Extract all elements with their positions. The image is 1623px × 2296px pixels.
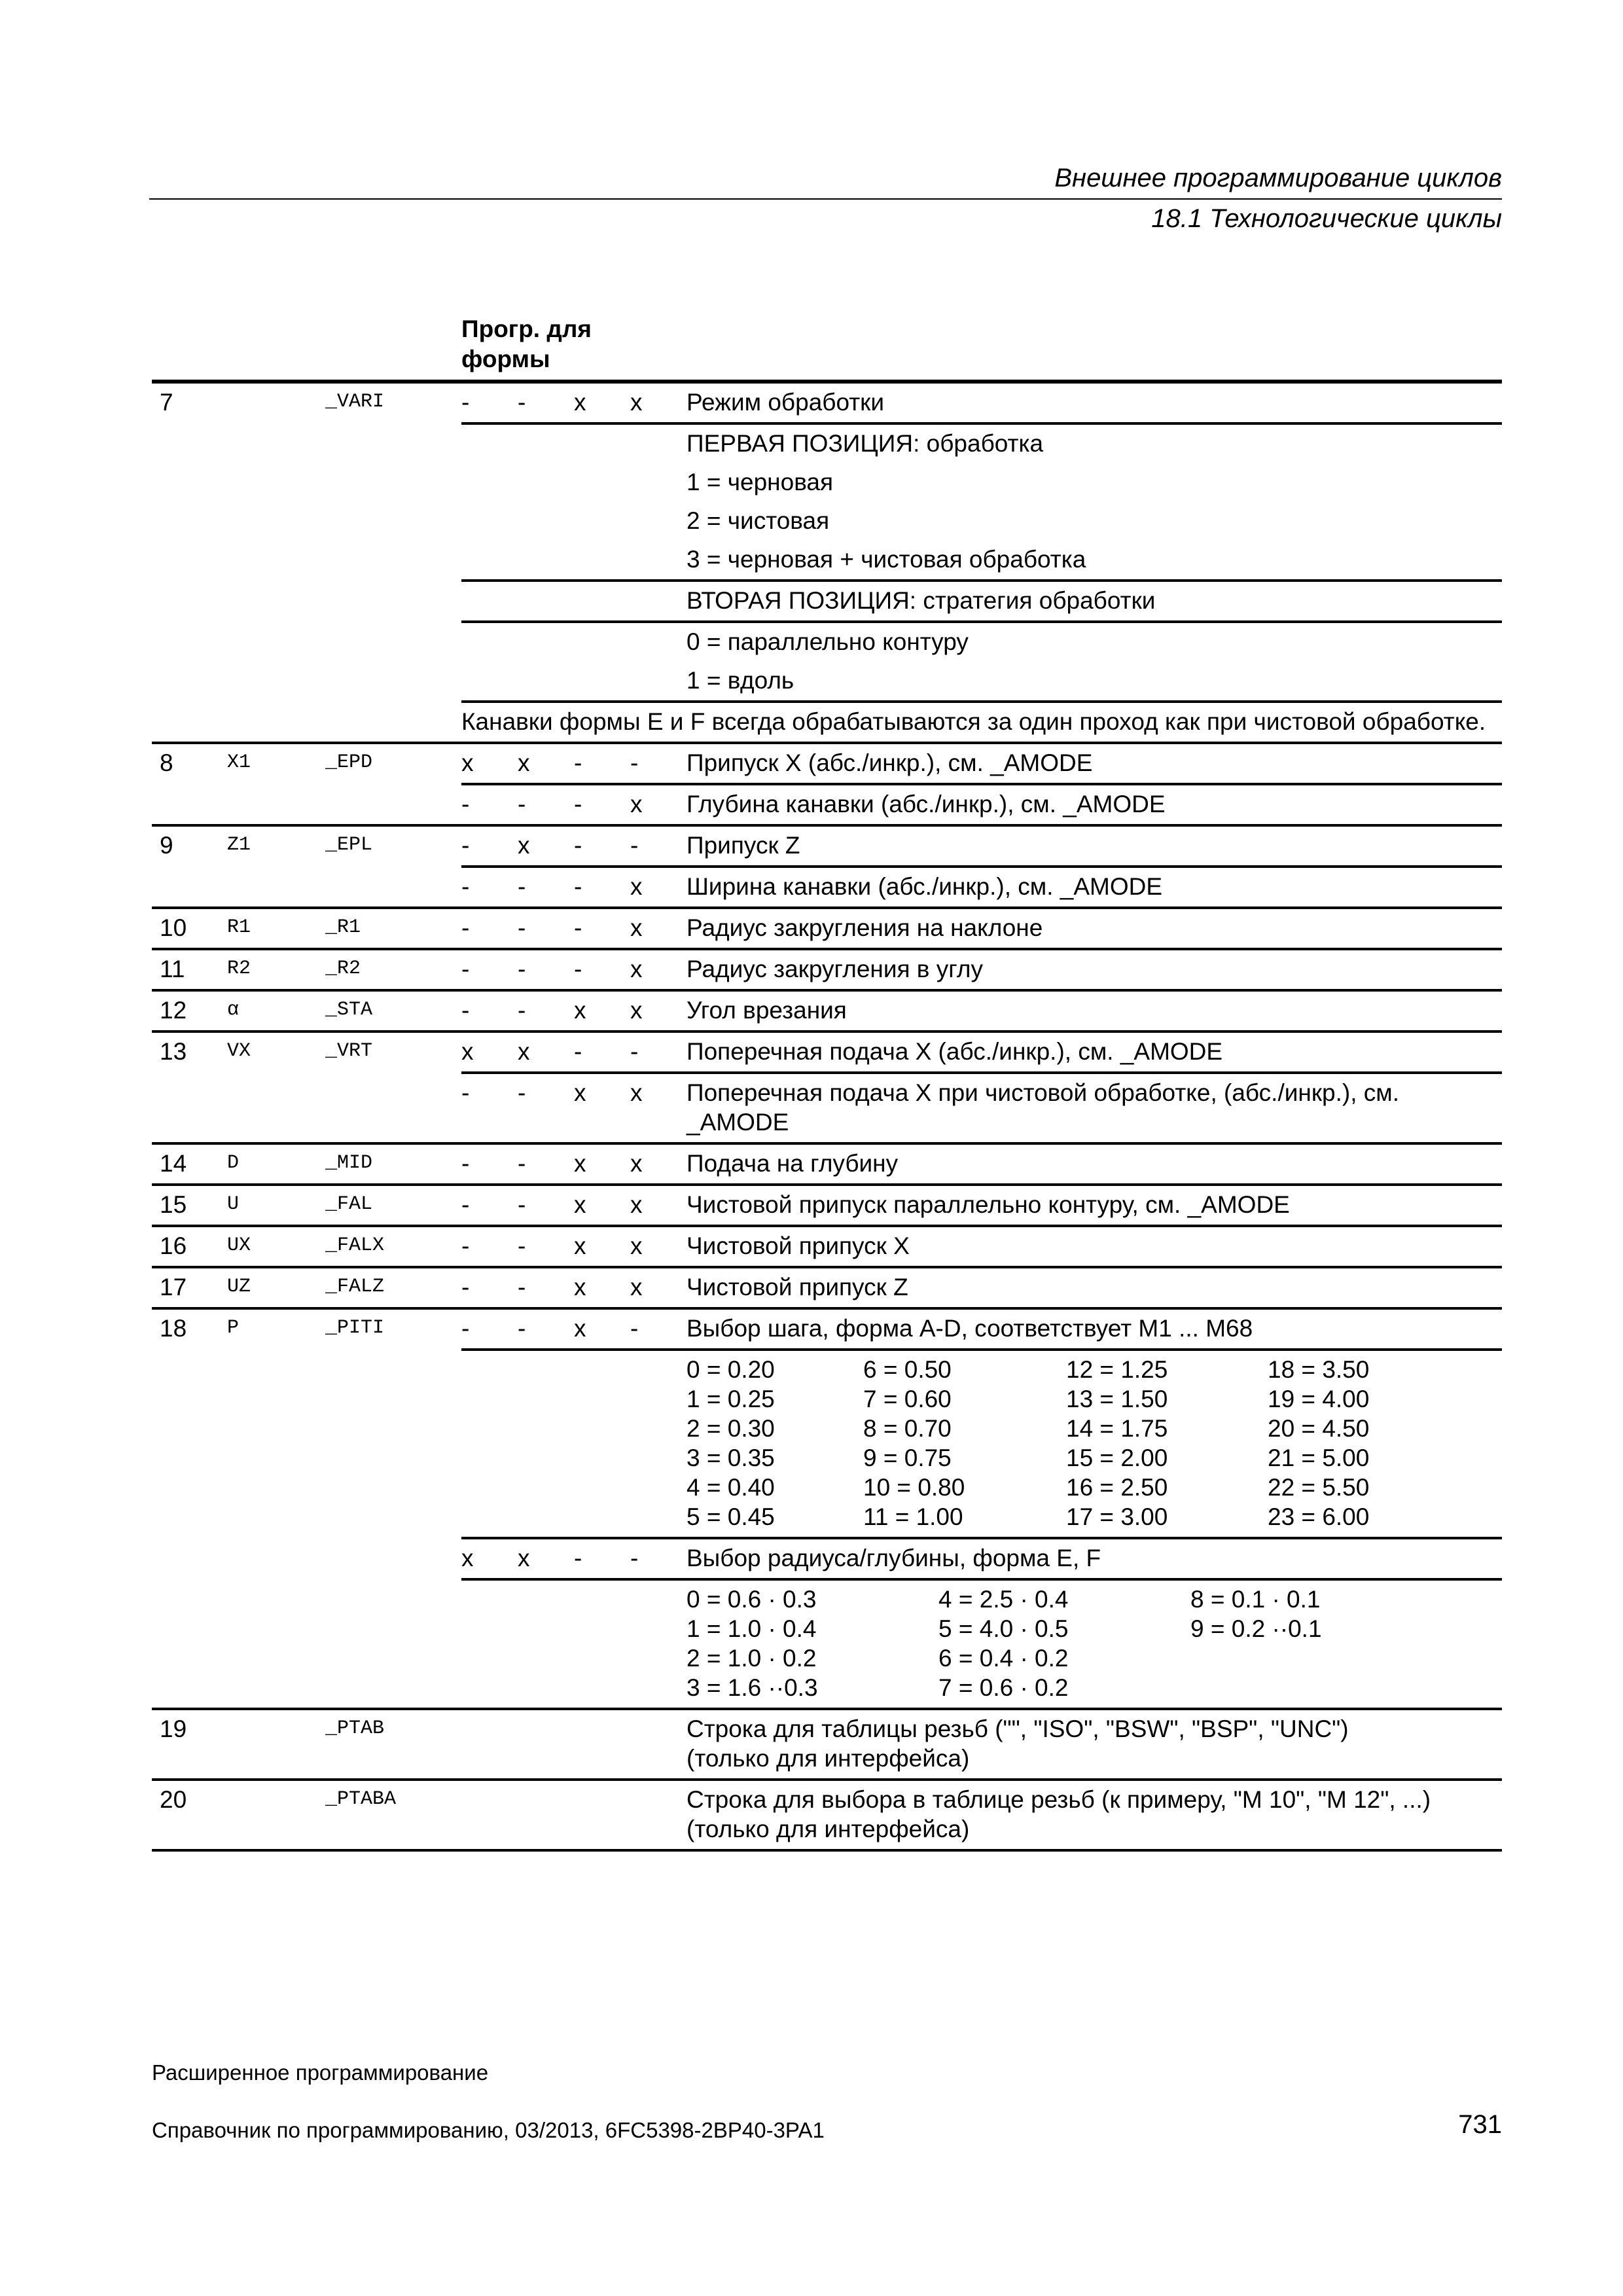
form-flag: x — [574, 1308, 630, 1350]
footer-title: Расширенное программирование — [152, 2060, 489, 2085]
form-flag: x — [461, 1538, 518, 1579]
param-symbol: VX — [227, 1031, 325, 1073]
description-line: Строка для таблицы резьб ("", "ISO", "BSW", "BSP", "UNC") — [687, 1715, 1349, 1742]
param-description: Припуск X (абс./инкр.), см. _AMODE — [687, 743, 1502, 784]
param-description: ВТОРАЯ ПОЗИЦИЯ: стратегия обработки — [687, 581, 1502, 622]
grid-row — [687, 1384, 1438, 1414]
form-flag: - — [574, 743, 630, 784]
param-description: Чистовой припуск параллельно контуру, см. _AMODE — [687, 1185, 1502, 1226]
param-description: 2 = чистовая — [687, 507, 830, 534]
form-flag — [574, 541, 630, 581]
grid-row — [687, 1473, 1438, 1502]
form-flag — [461, 463, 518, 502]
pitch-values-row — [152, 1350, 1502, 1538]
table-row — [152, 423, 1502, 463]
grid-value: 7 = 0.60 — [863, 1386, 952, 1412]
param-symbol — [227, 784, 325, 825]
table-row — [152, 662, 1502, 702]
table-row-19 — [152, 1709, 1502, 1780]
grid-value: 16 = 2.50 — [1066, 1474, 1168, 1501]
form-flag: x — [518, 825, 574, 867]
form-flag: - — [518, 867, 574, 908]
table-row-20 — [152, 1780, 1502, 1850]
table-row — [152, 581, 1502, 622]
param-description: Режим обработки — [687, 382, 1502, 423]
form-flag — [518, 502, 574, 541]
form-flag: x — [630, 990, 687, 1031]
form-flag: - — [461, 949, 518, 990]
form-flag — [574, 423, 630, 463]
form-flag: - — [574, 949, 630, 990]
form-flag: - — [518, 1308, 574, 1350]
table-row — [152, 1073, 1502, 1143]
grid-row — [687, 1643, 1387, 1673]
form-flag: - — [518, 784, 574, 825]
form-flag: - — [574, 784, 630, 825]
param-symbol — [227, 1073, 325, 1143]
param-name: _PITI — [325, 1308, 461, 1350]
table-row — [152, 541, 1502, 581]
param-description: 3 = черновая + чистовая обработка — [687, 546, 1086, 573]
form-flag: - — [518, 1073, 574, 1143]
grid-value: 8 = 0.1 · 0.1 — [1190, 1586, 1321, 1613]
table-header-row — [152, 302, 1502, 382]
grid-value: 8 = 0.70 — [863, 1415, 952, 1442]
param-name — [325, 622, 461, 662]
form-flag: - — [461, 1226, 518, 1267]
param-name: _VRT — [325, 1031, 461, 1073]
row-number: 7 — [152, 382, 227, 423]
param-name — [325, 867, 461, 908]
grid-value: 20 = 4.50 — [1268, 1415, 1370, 1442]
form-flag: x — [574, 1267, 630, 1308]
form-flag — [630, 502, 687, 541]
grid-value: 10 = 0.80 — [863, 1474, 965, 1501]
row-number — [152, 423, 227, 463]
table-row — [152, 1185, 1502, 1226]
form-flag: - — [518, 1185, 574, 1226]
form-flag: - — [461, 1143, 518, 1185]
form-flag: - — [630, 743, 687, 784]
param-description: ПЕРВАЯ ПОЗИЦИЯ: обработка — [687, 423, 1502, 463]
param-symbol: P — [227, 1308, 325, 1350]
grid-value: 3 = 0.35 — [687, 1444, 775, 1471]
form-flag: x — [630, 949, 687, 990]
form-flag — [630, 423, 687, 463]
radius-values-row-grid — [687, 1585, 1387, 1702]
form-flag: - — [518, 1143, 574, 1185]
row-number — [152, 622, 227, 662]
param-name — [325, 463, 461, 502]
param-description: Чистовой припуск Z — [687, 1267, 1502, 1308]
grid-value: 14 = 1.75 — [1066, 1415, 1168, 1442]
grid-value: 13 = 1.50 — [1066, 1386, 1168, 1412]
table-head-form: Прогр. для формы — [461, 302, 687, 382]
form-flag: - — [518, 908, 574, 949]
form-flag: x — [630, 1226, 687, 1267]
row-number: 20 — [152, 1780, 227, 1850]
form-flag — [518, 463, 574, 502]
grid-value: 4 = 0.40 — [687, 1474, 775, 1501]
form-flag: x — [574, 382, 630, 423]
form-flag: - — [518, 1267, 574, 1308]
form-flag: x — [518, 1538, 574, 1579]
row-number: 15 — [152, 1185, 227, 1226]
grid-value: 6 = 0.4 · 0.2 — [938, 1645, 1069, 1672]
param-symbol: UZ — [227, 1267, 325, 1308]
form-flag: x — [574, 1143, 630, 1185]
form-flag: - — [630, 1538, 687, 1579]
form-flag — [630, 622, 687, 662]
param-description: 0 = параллельно контуру — [687, 622, 1502, 662]
form-flag: x — [574, 1073, 630, 1143]
param-description: Угол врезания — [687, 990, 1502, 1031]
row-number: 10 — [152, 908, 227, 949]
description-note: (только для интерфейса) — [687, 1745, 970, 1772]
param-symbol — [227, 423, 325, 463]
form-flag: x — [518, 1031, 574, 1073]
form-flag: - — [574, 1538, 630, 1579]
form-flag — [574, 463, 630, 502]
form-flag: x — [574, 1185, 630, 1226]
form-flag: - — [461, 990, 518, 1031]
form-flag: x — [461, 743, 518, 784]
row-number — [152, 541, 227, 581]
table-row — [152, 908, 1502, 949]
grid-value: 19 = 4.00 — [1268, 1386, 1370, 1412]
grid-row — [687, 1414, 1438, 1443]
form-flag: - — [630, 1031, 687, 1073]
grid-value: 12 = 1.25 — [1066, 1356, 1168, 1383]
param-name: _FALX — [325, 1226, 461, 1267]
form-flag — [574, 581, 630, 622]
grid-value: 0 = 0.20 — [687, 1356, 775, 1383]
form-flag: - — [518, 990, 574, 1031]
param-description: Подача на глубину — [687, 1143, 1502, 1185]
form-flag: - — [518, 1226, 574, 1267]
param-symbol: UX — [227, 1226, 325, 1267]
row-number: 9 — [152, 825, 227, 867]
grid-value: 17 = 3.00 — [1066, 1503, 1168, 1530]
param-description: Радиус закругления в углу — [687, 949, 1502, 990]
page-number: 731 — [1458, 2110, 1502, 2139]
table-row — [152, 502, 1502, 541]
table-row — [152, 622, 1502, 662]
form-flag: x — [630, 867, 687, 908]
param-symbol: R1 — [227, 908, 325, 949]
param-name: _R2 — [325, 949, 461, 990]
description-line: Строка для выбора в таблице резьб (к примеру, "M 10", "M 12", ...) — [687, 1786, 1431, 1813]
row-number: 11 — [152, 949, 227, 990]
param-description: Ширина канавки (абс./инкр.), см. _AMODE — [687, 867, 1502, 908]
param-name: _STA — [325, 990, 461, 1031]
grid-value: 6 = 0.50 — [863, 1356, 952, 1383]
row7-note: Канавки формы E и F всегда обрабатываются за один проход как при чистовой обработке. — [461, 702, 1502, 743]
form-flag: x — [630, 1185, 687, 1226]
grid-value: 2 = 0.30 — [687, 1415, 775, 1442]
row-number — [152, 662, 227, 702]
form-flag — [630, 662, 687, 702]
grid-value: 5 = 0.45 — [687, 1503, 775, 1530]
row-number: 16 — [152, 1226, 227, 1267]
param-symbol: U — [227, 1185, 325, 1226]
grid-value: 21 = 5.00 — [1268, 1444, 1370, 1471]
param-name: _PTABA — [325, 1780, 461, 1850]
grid-value: 3 = 1.6 ··0.3 — [687, 1674, 818, 1701]
form-flag: - — [461, 867, 518, 908]
row-number: 17 — [152, 1267, 227, 1308]
parameter-table — [152, 302, 1502, 1852]
param-description: Радиус закругления на наклоне — [687, 908, 1502, 949]
footer-reference: Справочник по программированию, 03/2013, 6FC5398-2BP40-3PA1 — [152, 2118, 825, 2142]
description-note: (только для интерфейса) — [687, 1816, 970, 1842]
param-name — [325, 784, 461, 825]
pitch-values-row-grid — [687, 1355, 1438, 1532]
form-flag: - — [461, 1308, 518, 1350]
table-row — [152, 867, 1502, 908]
param-description: Припуск Z — [687, 825, 1502, 867]
form-flag — [574, 502, 630, 541]
param-name: _VARI — [325, 382, 461, 423]
param-description: 1 = вдоль — [687, 667, 794, 694]
form-flag: - — [518, 949, 574, 990]
grid-row — [687, 1614, 1387, 1643]
form-flag — [461, 581, 518, 622]
param-symbol — [227, 463, 325, 502]
form-flag — [630, 581, 687, 622]
grid-row — [687, 1443, 1438, 1473]
form-flag — [574, 662, 630, 702]
param-name — [325, 541, 461, 581]
param-description: Глубина канавки (абс./инкр.), см. _AMODE — [687, 784, 1502, 825]
table-row — [152, 743, 1502, 784]
grid-value: 9 = 0.75 — [863, 1444, 952, 1471]
param-symbol — [227, 662, 325, 702]
table-row — [152, 990, 1502, 1031]
grid-row — [687, 1585, 1387, 1614]
param-symbol: D — [227, 1143, 325, 1185]
form-flag: - — [461, 825, 518, 867]
grid-row — [687, 1502, 1438, 1532]
param-name — [325, 1073, 461, 1143]
param-symbol — [227, 867, 325, 908]
header-chapter: Внешнее программирование циклов — [1054, 164, 1502, 192]
row-number — [152, 1073, 227, 1143]
grid-value: 5 = 4.0 · 0.5 — [938, 1615, 1069, 1642]
param-description — [687, 1709, 1502, 1780]
param-name: _R1 — [325, 908, 461, 949]
form-flag: x — [518, 743, 574, 784]
param-name — [325, 423, 461, 463]
form-flag — [518, 423, 574, 463]
grid-value: 9 = 0.2 ··0.1 — [1190, 1615, 1322, 1642]
form-flag — [518, 622, 574, 662]
param-name: _PTAB — [325, 1709, 461, 1780]
row-number: 18 — [152, 1308, 227, 1350]
form-flag: x — [630, 382, 687, 423]
table-row — [152, 1031, 1502, 1073]
row-number: 8 — [152, 743, 227, 784]
form-flag — [461, 502, 518, 541]
form-flag: - — [461, 1185, 518, 1226]
form-flag: - — [630, 1308, 687, 1350]
form-flag — [461, 662, 518, 702]
grid-value: 7 = 0.6 · 0.2 — [938, 1674, 1069, 1701]
param-name: _FAL — [325, 1185, 461, 1226]
table-row — [152, 825, 1502, 867]
row-number: 19 — [152, 1709, 227, 1780]
grid-value: 18 = 3.50 — [1268, 1356, 1370, 1383]
form-flag: - — [574, 825, 630, 867]
form-flag: - — [574, 1031, 630, 1073]
header-rule — [149, 198, 1502, 200]
table-row — [152, 1267, 1502, 1308]
form-flag: x — [630, 908, 687, 949]
form-flag: - — [574, 867, 630, 908]
table-row — [152, 1143, 1502, 1185]
radius-values-row — [152, 1579, 1502, 1709]
row-number — [152, 581, 227, 622]
row-number: 14 — [152, 1143, 227, 1185]
form-flag: - — [518, 382, 574, 423]
form-flag — [518, 581, 574, 622]
param-symbol — [227, 382, 325, 423]
row-number — [152, 463, 227, 502]
form-flag — [461, 423, 518, 463]
grid-value — [1190, 1673, 1387, 1702]
grid-value — [1190, 1643, 1387, 1673]
form-flag — [518, 541, 574, 581]
form-flag: - — [461, 908, 518, 949]
param-symbol — [227, 581, 325, 622]
param-description: Выбор радиуса/глубины, форма E, F — [687, 1538, 1502, 1579]
grid-value: 23 = 6.00 — [1268, 1503, 1370, 1530]
form-flag — [518, 662, 574, 702]
grid-row — [687, 1673, 1387, 1702]
grid-value: 1 = 1.0 · 0.4 — [687, 1615, 817, 1642]
param-symbol: Z1 — [227, 825, 325, 867]
form-flag — [461, 541, 518, 581]
param-description: Выбор шага, форма A-D, соответствует M1 ... M68 — [687, 1308, 1502, 1350]
param-name: _EPD — [325, 743, 461, 784]
form-flag — [574, 622, 630, 662]
form-flag: x — [630, 1143, 687, 1185]
param-description: Поперечная подача X (абс./инкр.), см. _AMODE — [687, 1031, 1502, 1073]
form-flag: - — [461, 784, 518, 825]
form-flag — [630, 463, 687, 502]
form-flag: - — [461, 1267, 518, 1308]
param-name — [325, 662, 461, 702]
grid-value: 1 = 0.25 — [687, 1386, 775, 1412]
grid-value: 4 = 2.5 · 0.4 — [938, 1586, 1069, 1613]
table-row — [152, 1226, 1502, 1267]
form-flag: x — [461, 1031, 518, 1073]
param-name: _MID — [325, 1143, 461, 1185]
form-flag — [461, 622, 518, 662]
table-row — [152, 702, 1502, 743]
row-number: 12 — [152, 990, 227, 1031]
form-flag: - — [461, 1073, 518, 1143]
form-flag: x — [630, 1267, 687, 1308]
table-row — [152, 1538, 1502, 1579]
grid-value: 2 = 1.0 · 0.2 — [687, 1645, 817, 1672]
param-name: _FALZ — [325, 1267, 461, 1308]
param-symbol — [227, 541, 325, 581]
param-name — [325, 502, 461, 541]
param-symbol — [227, 622, 325, 662]
table-row — [152, 1308, 1502, 1350]
grid-value: 0 = 0.6 · 0.3 — [687, 1586, 817, 1613]
param-symbol — [227, 502, 325, 541]
grid-value: 22 = 5.50 — [1268, 1474, 1370, 1501]
form-flag: - — [630, 825, 687, 867]
form-flag: - — [461, 382, 518, 423]
table-row — [152, 463, 1502, 502]
table-row — [152, 784, 1502, 825]
param-symbol: X1 — [227, 743, 325, 784]
form-flag: - — [574, 908, 630, 949]
param-description: 1 = черновая — [687, 469, 834, 495]
row-number — [152, 784, 227, 825]
row-number — [152, 867, 227, 908]
param-description: Поперечная подача X при чистовой обработке, (абс./инкр.), см. _AMODE — [687, 1073, 1502, 1143]
param-name — [325, 581, 461, 622]
grid-value: 15 = 2.00 — [1066, 1444, 1168, 1471]
form-flag: x — [630, 1073, 687, 1143]
table-row — [152, 382, 1502, 423]
row-number: 13 — [152, 1031, 227, 1073]
grid-value: 11 = 1.00 — [863, 1503, 963, 1530]
param-symbol: R2 — [227, 949, 325, 990]
form-flag: x — [574, 990, 630, 1031]
form-flag — [630, 541, 687, 581]
form-flag: x — [574, 1226, 630, 1267]
form-flag: x — [630, 784, 687, 825]
table-row — [152, 949, 1502, 990]
row-number — [152, 502, 227, 541]
param-description — [687, 1780, 1502, 1850]
param-description: Чистовой припуск X — [687, 1226, 1502, 1267]
param-symbol: α — [227, 990, 325, 1031]
param-name: _EPL — [325, 825, 461, 867]
header-section: 18.1 Технологические циклы — [1151, 204, 1502, 233]
grid-row — [687, 1355, 1438, 1384]
